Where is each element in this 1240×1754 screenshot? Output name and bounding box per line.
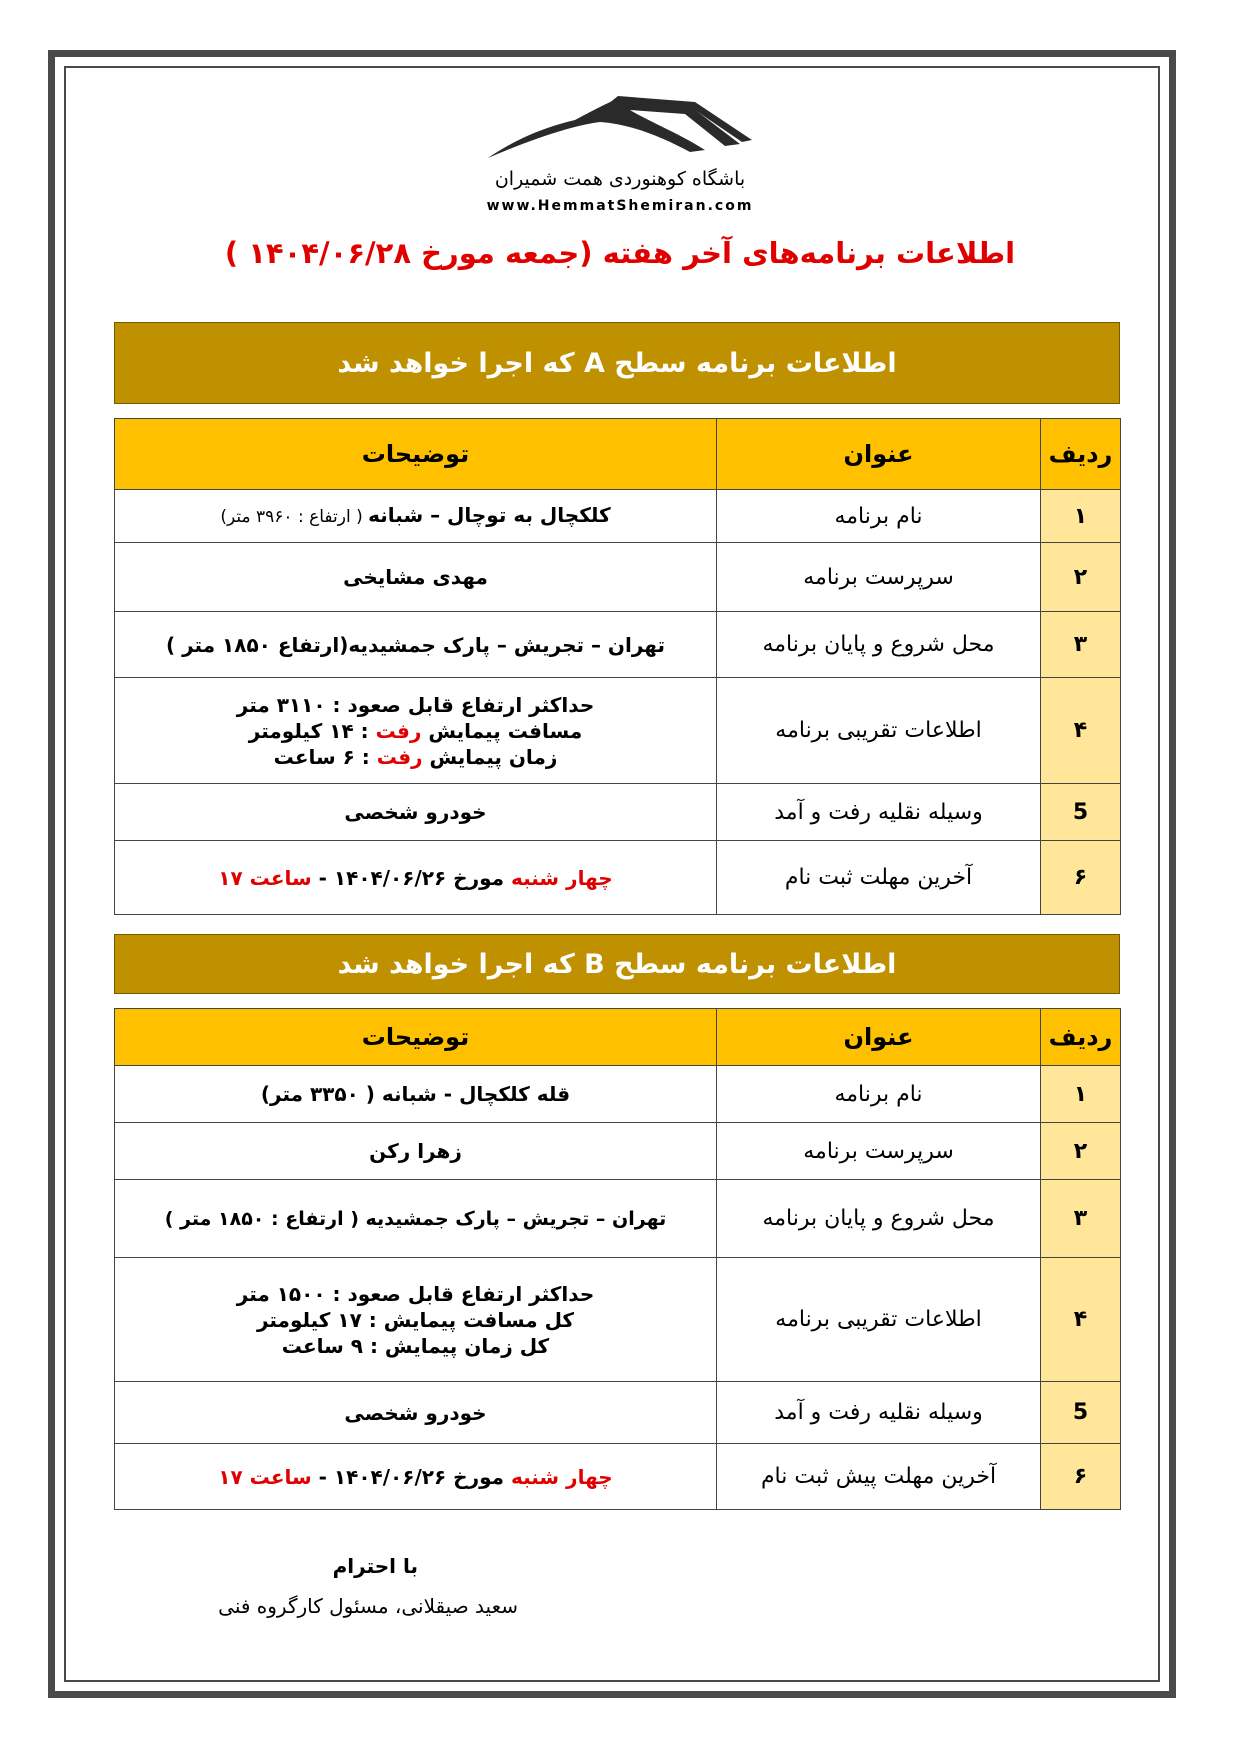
deadline-day: چهار شنبه [510, 865, 613, 890]
row-number: ۲ [1041, 1123, 1121, 1180]
deadline-time: ساعت ۱۷ [218, 1464, 312, 1489]
table-row [115, 543, 1121, 612]
row-title: محل شروع و پایان برنامه [717, 612, 1041, 678]
duration-value: : ۶ ساعت [273, 744, 377, 769]
row-number: ۲ [1041, 543, 1121, 612]
row-title: نام برنامه [717, 1066, 1041, 1123]
row-number: ۱ [1041, 1066, 1121, 1123]
col-header-desc: توضیحات [115, 1009, 717, 1066]
section-b-heading: اطلاعات برنامه سطح B که اجرا خواهد شد [114, 934, 1120, 994]
row-title: وسیله نقلیه رفت و آمد [717, 784, 1041, 841]
row-description [115, 841, 717, 915]
row-number: 5 [1041, 784, 1121, 841]
distance-line: کل مسافت پیمایش : ۱۷ کیلومتر [256, 1307, 575, 1332]
row-title: آخرین مهلت پیش ثبت نام [717, 1444, 1041, 1510]
col-header-num: ردیف [1041, 419, 1121, 490]
row-description [115, 1258, 717, 1382]
table-row [115, 678, 1121, 784]
distance-value: : ۱۴ کیلومتر [248, 718, 376, 743]
row-number: ۴ [1041, 1258, 1121, 1382]
duration-line: کل زمان پیمایش : ۹ ساعت [281, 1333, 550, 1358]
row-number: ۶ [1041, 1444, 1121, 1510]
club-logo [0, 92, 1240, 214]
table-row [115, 612, 1121, 678]
row-description: قله کلکچال - شبانه ( ۳۳۵۰ متر) [115, 1066, 717, 1123]
duration-line [115, 744, 716, 770]
duration-red-word: رفت [376, 744, 423, 769]
table-row [115, 1444, 1121, 1510]
signature: سعید صیقلانی، مسئول کارگروه فنی [218, 1594, 518, 1618]
deadline-date: مورخ ۱۴۰۴/۰۶/۲۶ - [311, 865, 511, 890]
row-number: ۳ [1041, 612, 1121, 678]
row-title: آخرین مهلت ثبت نام [717, 841, 1041, 915]
max-altitude-line: حداکثر ارتفاع قابل صعود : ۳۱۱۰ متر [236, 692, 595, 717]
table-row [115, 1258, 1121, 1382]
row-description [115, 490, 717, 543]
row-description: تهران – تجریش – پارک جمشیدیه ( ارتفاع : ۱۸۵۰ متر ) [115, 1180, 717, 1258]
col-header-desc: توضیحات [115, 419, 717, 490]
row-title: اطلاعات تقریبی برنامه [717, 1258, 1041, 1382]
row-description [115, 678, 717, 784]
section-a-table [114, 418, 1121, 915]
table-header-row [115, 1009, 1121, 1066]
max-altitude-line: حداکثر ارتفاع قابل صعود : ۱۵۰۰ متر [236, 1281, 595, 1306]
row-number: ۶ [1041, 841, 1121, 915]
row-number: ۱ [1041, 490, 1121, 543]
row-title: وسیله نقلیه رفت و آمد [717, 1382, 1041, 1444]
row-description: مهدی مشایخی [115, 543, 717, 612]
row-title: محل شروع و پایان برنامه [717, 1180, 1041, 1258]
col-header-num: ردیف [1041, 1009, 1121, 1066]
deadline-time: ساعت ۱۷ [218, 865, 312, 890]
row-description: خودرو شخصی [115, 784, 717, 841]
section-a-heading: اطلاعات برنامه سطح A که اجرا خواهد شد [114, 322, 1120, 404]
table-row [115, 1180, 1121, 1258]
row-description [115, 1444, 717, 1510]
table-row [115, 1066, 1121, 1123]
table-row [115, 490, 1121, 543]
table-row [115, 1123, 1121, 1180]
row-description: زهرا رکن [115, 1123, 717, 1180]
section-b-table [114, 1008, 1121, 1510]
altitude-note: ( ارتفاع : ۳۹۶۰ متر) [220, 507, 369, 527]
table-row [115, 841, 1121, 915]
page-title: اطلاعات برنامه‌های آخر هفته (جمعه مورخ ۱۴۰۴/۰۶/۲۸ ) [224, 236, 1016, 270]
distance-label: مسافت پیمایش [421, 718, 583, 743]
row-description: خودرو شخصی [115, 1382, 717, 1444]
deadline-date: مورخ ۱۴۰۴/۰۶/۲۶ - [311, 1464, 511, 1489]
mountain-logo-icon [480, 92, 760, 162]
distance-red-word: رفت [375, 718, 422, 743]
row-description: تهران – تجریش – پارک جمشیدیه(ارتفاع ۱۸۵۰ متر ) [115, 612, 717, 678]
row-title: نام برنامه [717, 490, 1041, 543]
col-header-title: عنوان [717, 419, 1041, 490]
table-row [115, 1382, 1121, 1444]
row-number: ۳ [1041, 1180, 1121, 1258]
program-name: کلکچال به توچال – شبانه [368, 503, 611, 527]
club-website: www.HemmatShemiran.com [486, 198, 754, 214]
row-title: سرپرست برنامه [717, 1123, 1041, 1180]
row-number: 5 [1041, 1382, 1121, 1444]
table-header-row [115, 419, 1121, 490]
row-number: ۴ [1041, 678, 1121, 784]
col-header-title: عنوان [717, 1009, 1041, 1066]
distance-line [115, 718, 716, 744]
row-title: اطلاعات تقریبی برنامه [717, 678, 1041, 784]
deadline-day: چهار شنبه [510, 1464, 613, 1489]
duration-label: زمان پیمایش [422, 744, 558, 769]
club-name: باشگاه کوهنوردی همت شمیران [494, 168, 746, 190]
closing-regards: با احترام [332, 1554, 418, 1578]
table-row [115, 784, 1121, 841]
row-title: سرپرست برنامه [717, 543, 1041, 612]
